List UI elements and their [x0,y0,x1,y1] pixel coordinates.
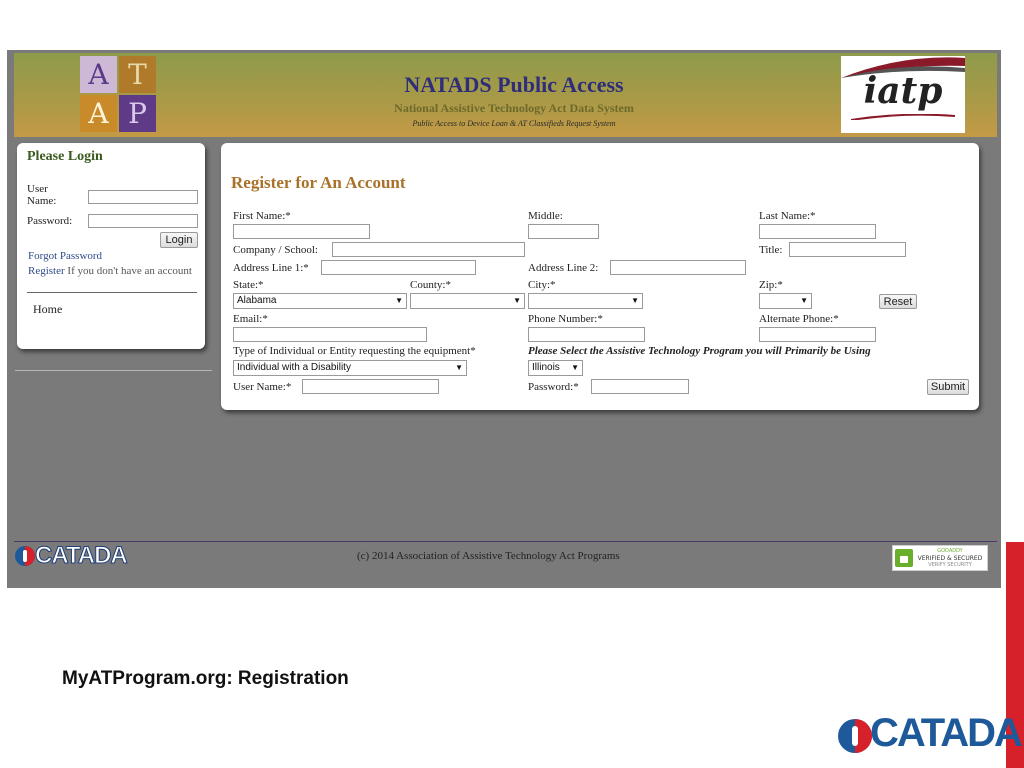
login-divider [27,292,197,293]
page-subtitle: National Assistive Technology Act Data System [394,101,634,115]
catada-circle-icon [15,546,35,566]
login-button[interactable]: Login [160,232,198,248]
badge-verify-link: VERIFY SECURITY [928,562,972,568]
email-label: Email:* [233,313,268,325]
atap-logo[interactable] [80,56,158,134]
program-select[interactable] [528,360,583,376]
slide-caption: MyATProgram.org: Registration [62,668,349,689]
entity-type-label: Type of Individual or Entity requesting the equipment* [233,345,476,357]
alt-phone-input[interactable] [759,327,876,342]
reg-username-input[interactable] [302,379,439,394]
footer-catada-logo[interactable] [15,544,139,568]
entity-type-select[interactable] [233,360,467,376]
password-label: Password: [27,215,73,227]
login-password-input[interactable] [88,214,198,228]
iatp-logo[interactable] [841,56,965,133]
lock-icon [895,549,913,567]
company-input[interactable] [332,242,525,257]
godaddy-secured-badge[interactable] [892,545,988,571]
page-tagline: Public Access to Device Loan & AT Classifieds Request System [412,119,616,128]
address2-input[interactable] [610,260,746,275]
login-title: Please Login [27,149,103,164]
middle-input[interactable] [528,224,599,239]
left-rule [15,370,212,371]
phone-input[interactable] [528,327,645,342]
reg-password-label: Password:* [528,381,579,393]
badge-verified: VERIFIED & SECURED [917,555,983,562]
atap-logo-a2: A [80,95,117,132]
county-select[interactable] [410,293,525,309]
reg-password-input[interactable] [591,379,689,394]
phone-label: Phone Number:* [528,313,603,325]
zip-select[interactable] [759,293,812,309]
entity-type-value: Individual with a Disability [237,362,351,373]
program-prompt: Please Select the Assistive Technology Program you will Primarily be Using [528,345,871,357]
city-label: City:* [528,279,556,291]
state-label: State:* [233,279,264,291]
slide-catada-circle-bar [852,726,858,746]
zip-chevron-down-icon: ▼ [800,296,808,305]
last-name-input[interactable] [759,224,876,239]
zip-label: Zip:* [759,279,783,291]
city-select[interactable] [528,293,643,309]
username-label: User Name: [27,183,57,207]
iatp-logo-text: iatp [863,70,943,112]
slide-catada-logo [838,711,1021,756]
address1-label: Address Line 1:* [233,262,309,274]
atap-logo-a1: A [80,56,117,93]
register-note [28,264,193,278]
title-label: Title: [759,244,783,256]
company-label: Company / School: [233,244,318,256]
submit-button[interactable]: Submit [927,379,969,395]
slide-catada-circle-icon [838,719,872,753]
register-panel [221,143,979,410]
first-name-label: First Name:* [233,210,291,222]
reset-button[interactable]: Reset [879,294,917,309]
program-select-value: Illinois [532,362,560,373]
city-chevron-down-icon: ▼ [631,296,639,305]
state-select-value: Alabama [237,295,277,306]
page-title: NATADS Public Access [404,72,624,97]
last-name-label: Last Name:* [759,210,816,222]
email-input[interactable] [233,327,427,342]
register-title: Register for An Account [231,173,406,192]
address1-input[interactable] [321,260,476,275]
catada-circle-bar [23,550,27,562]
reg-username-label: User Name:* [233,381,292,393]
state-select[interactable] [233,293,407,309]
forgot-password-link[interactable]: Forgot Password [28,250,103,262]
badge-brand: GODADDY [937,548,963,554]
state-chevron-down-icon: ▼ [395,296,403,305]
slide-catada-wordmark: CATADA [870,711,1021,755]
screenshot-frame [7,50,1001,588]
register-link[interactable]: Register [28,265,65,277]
county-chevron-down-icon: ▼ [513,296,521,305]
title-input[interactable] [789,242,906,257]
footer-copyright: (c) 2014 Association of Assistive Technology Act Programs [357,550,620,562]
slide-accent-bar [1006,0,1024,768]
site-header [14,53,997,137]
login-panel [17,143,205,349]
register-note-text: If you don't have an account [67,265,192,277]
atap-logo-p: P [119,95,156,132]
iatp-underline-icon [851,114,955,120]
home-link[interactable]: Home [33,302,63,316]
first-name-input[interactable] [233,224,370,239]
alt-phone-label: Alternate Phone:* [759,313,839,325]
program-chevron-down-icon: ▼ [571,363,579,372]
middle-label: Middle: [528,210,563,222]
atap-logo-t: T [119,56,156,93]
login-username-input[interactable] [88,190,198,204]
footer-divider [14,541,997,542]
county-label: County:* [410,279,451,291]
address2-label: Address Line 2: [528,262,599,274]
footer-catada-wordmark: CATADA [35,542,127,569]
entity-type-chevron-down-icon: ▼ [455,363,463,372]
